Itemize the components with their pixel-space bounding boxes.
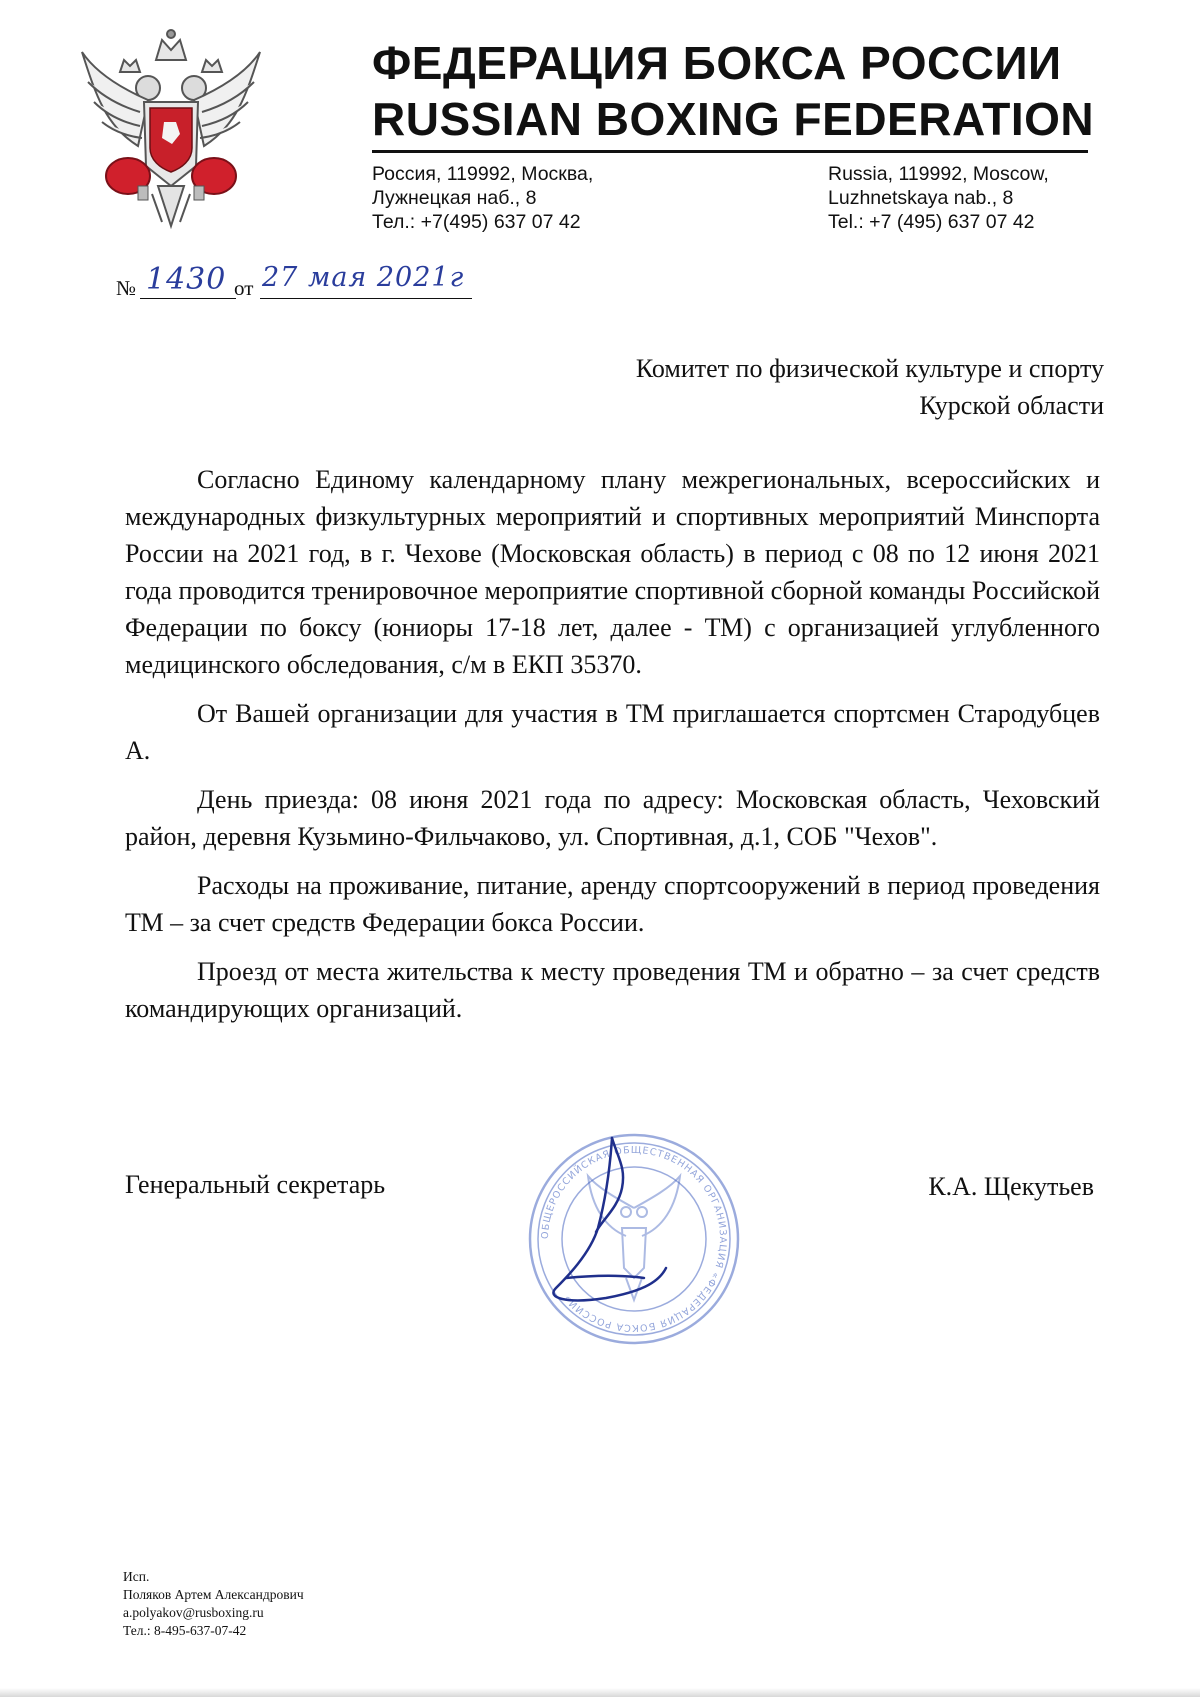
reg-number-label: № (116, 276, 137, 300)
body-paragraph: От Вашей организации для участия в ТМ приглашается спортсмен Стародубцев А. (125, 699, 1100, 765)
org-title-ru: ФЕДЕРАЦИЯ БОКСА РОССИИ (372, 37, 1062, 89)
address-ru-line: Россия, 119992, Москва, (372, 163, 594, 185)
reg-date-label: от (234, 276, 254, 300)
signatory-name: К.А. Щекутьев (928, 1172, 1094, 1201)
header-divider (372, 150, 1088, 153)
reg-number-underline (140, 298, 236, 299)
address-en-line: Russia, 119992, Moscow, (828, 163, 1049, 185)
address-en-line: Tel.: +7 (495) 637 07 42 (828, 211, 1035, 233)
body-paragraph: Расходы на проживание, питание, аренду спортсооружений в период проведения ТМ – за счет средств Федерации бокса России. (125, 871, 1100, 937)
signatory-position: Генеральный секретарь (125, 1170, 386, 1199)
address-en-line: Luzhnetskaya nab., 8 (828, 187, 1014, 209)
stamp-ring-text: ОБЩЕРОССИЙСКАЯ ОБЩЕСТВЕННАЯ ОРГАНИЗАЦИЯ «ФЕДЕРАЦИЯ БОКСА РОССИИ» (539, 1144, 729, 1334)
org-title-en: RUSSIAN BOXING FEDERATION (372, 93, 1095, 145)
federation-emblem-icon (76, 26, 266, 234)
official-stamp-icon (526, 1128, 742, 1350)
recipient-block (636, 350, 1104, 424)
body-paragraph: День приезда: 08 июня 2021 года по адресу: Московская область, Чеховский район, деревня Кузьмино-Фильчаково, ул. Спортивная, д.1, СОБ "Чехов". (125, 785, 1100, 851)
executor-label: Исп. (123, 1569, 150, 1584)
reg-date-underline (260, 298, 472, 299)
executor-name: Поляков Артем Александрович (123, 1587, 304, 1602)
executor-phone: Тел.: 8-495-637-07-42 (123, 1623, 247, 1638)
reg-date-value: 27 мая 2021г (262, 262, 465, 293)
recipient-line: Комитет по физической культуре и спорту (635, 354, 1104, 383)
address-ru (372, 162, 593, 234)
recipient-line: Курской области (919, 391, 1104, 420)
body-paragraph: Проезд от места жительства к месту проведения ТМ и обратно – за счет средств командирующих организаций. (125, 957, 1100, 1023)
address-ru-line: Тел.: +7(495) 637 07 42 (372, 211, 581, 233)
executor-block (123, 1568, 304, 1640)
address-ru-line: Лужнецкая наб., 8 (372, 187, 537, 209)
body-paragraph: Согласно Единому календарному плану межрегиональных, всероссийских и международных физкультурных мероприятий и спортивных мероприятий Минспорта России на 2021 год, в г. Чехове (Московская область) в период с 08 по 12 июня 2021 года проводится тренировочное мероприятие спортивной сборной команды Российской Федерации по боксу (юниоры 17-18 лет, далее - ТМ) с организацией углубленного медицинского обследования, с/м в ЕКП 35370. (125, 465, 1100, 679)
letter-body (125, 461, 1100, 1039)
svg-text:ОБЩЕРОССИЙСКАЯ ОБЩЕСТВЕННАЯ ОР (540, 1145, 728, 1333)
scan-edge (0, 1688, 1200, 1697)
address-en (828, 162, 1049, 234)
reg-number-value: 1430 (146, 262, 227, 297)
executor-email: a.polyakov@rusboxing.ru (123, 1605, 264, 1620)
